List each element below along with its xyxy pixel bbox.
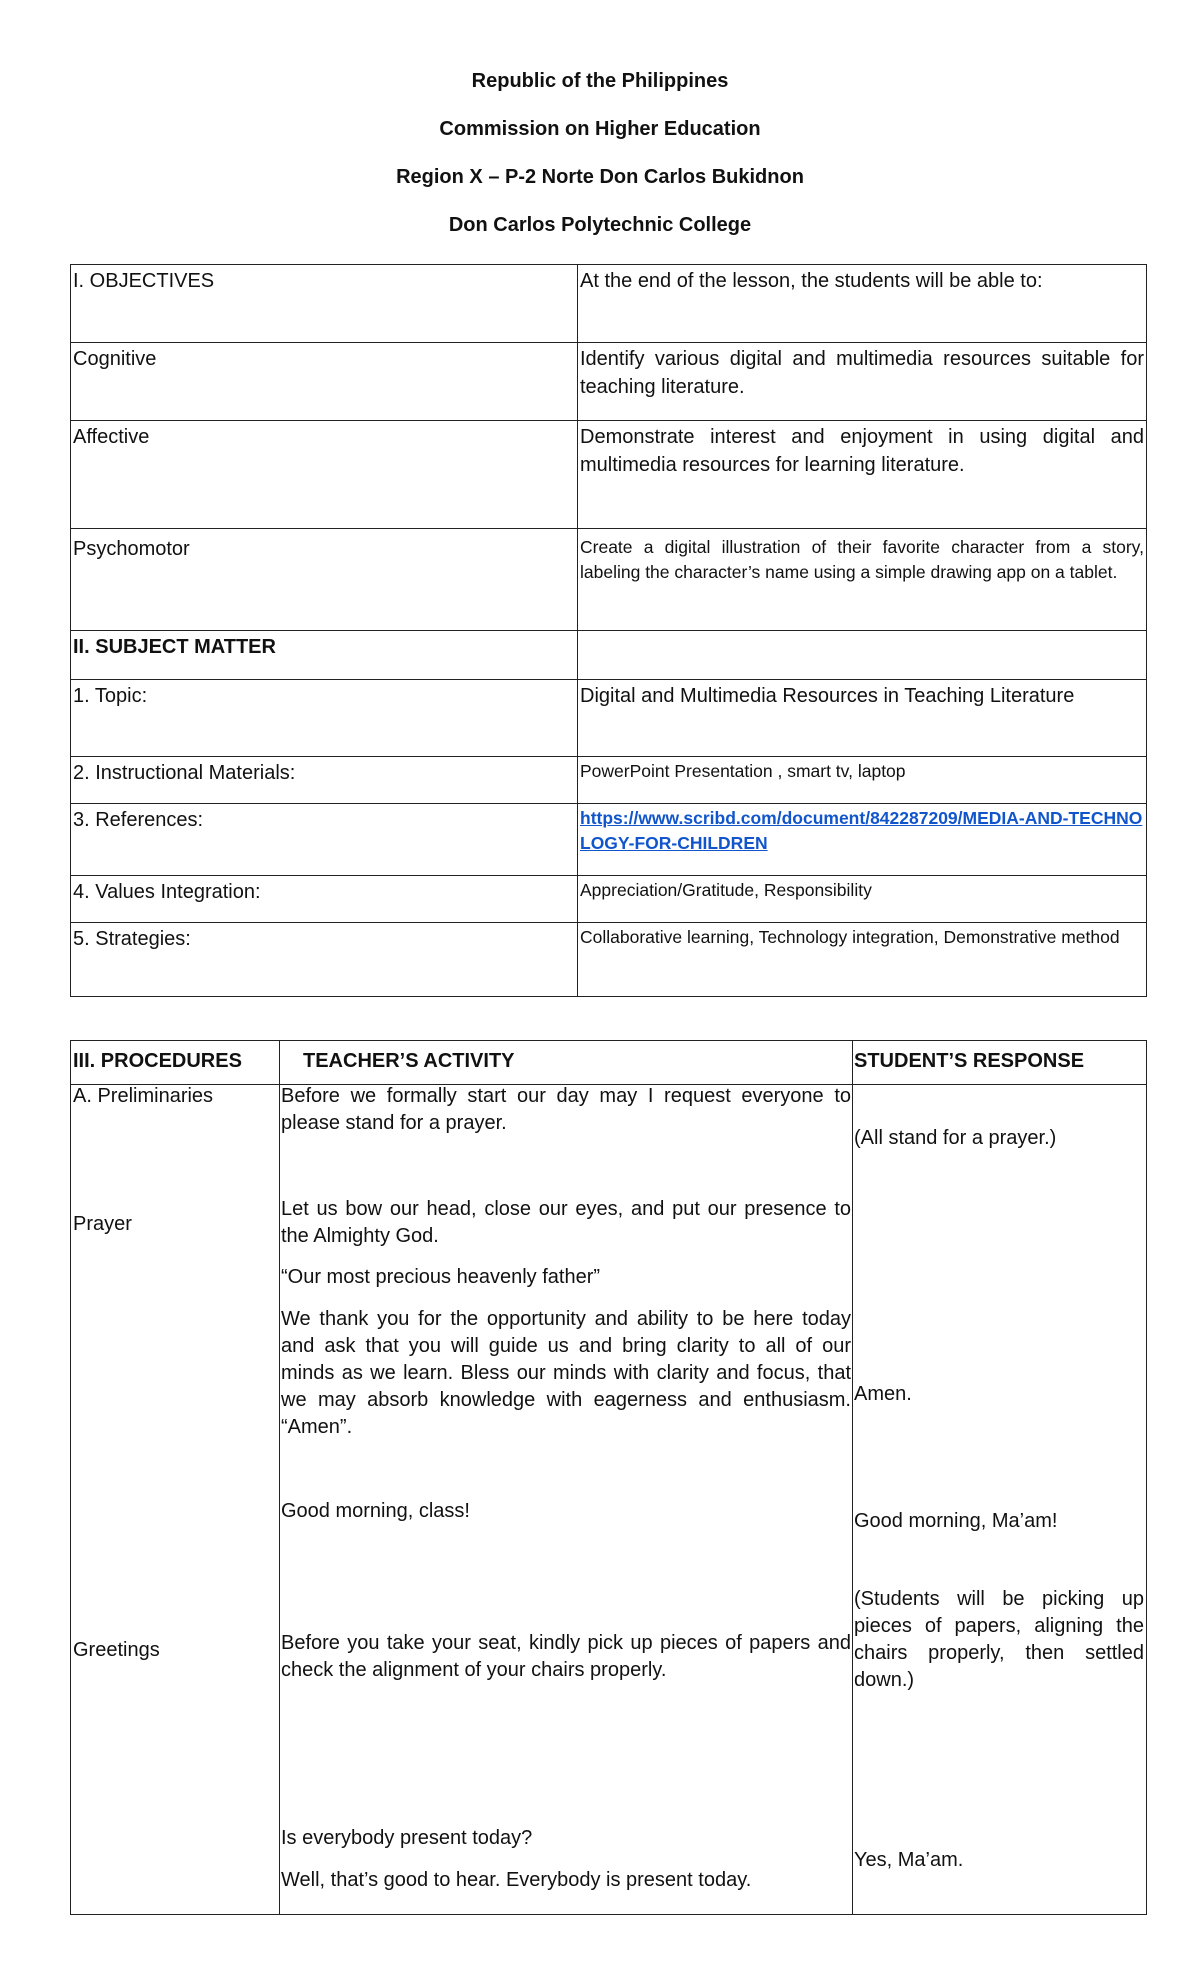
- preliminaries-label: A. Preliminaries: [73, 1085, 214, 1107]
- teacher-stand-text: Before we formally start our day may I request everyone to please stand for a prayer.: [281, 1085, 851, 1134]
- student-pick-text: (Students will be picking up pieces of papers, aligning the chairs properly, then settled down.): [854, 1588, 1144, 1691]
- materials-value: PowerPoint Presentation , smart tv, laptop: [578, 757, 1147, 804]
- table-row: [71, 804, 1147, 876]
- student-stand-text: (All stand for a prayer.): [854, 1127, 1057, 1149]
- topic-value: Digital and Multimedia Resources in Teaching Literature: [578, 680, 1147, 757]
- prayer-label: Prayer: [73, 1213, 132, 1235]
- table-row: [71, 631, 1147, 680]
- teacher-pick-text: Before you take your seat, kindly pick up pieces of papers and check the alignment of your chairs properly.: [281, 1632, 851, 1681]
- student-amen-text: Amen.: [854, 1383, 912, 1405]
- teacher-good-text: Well, that’s good to hear. Everybody is present today.: [281, 1869, 752, 1891]
- table-row: [71, 680, 1147, 757]
- teacher-morning-text: Good morning, class!: [281, 1500, 470, 1522]
- teacher-activity-header: TEACHER’S ACTIVITY: [303, 1050, 515, 1072]
- objectives-label: I. OBJECTIVES: [71, 265, 578, 343]
- topic-label: 1. Topic:: [71, 680, 578, 757]
- teacher-present-text: Is everybody present today?: [281, 1827, 533, 1849]
- student-morning-text: Good morning, Ma’am!: [854, 1510, 1058, 1532]
- references-cell: [578, 804, 1147, 876]
- objectives-intro: At the end of the lesson, the students will be able to:: [578, 265, 1147, 343]
- procedures-table: [70, 1040, 1147, 1915]
- subject-matter-empty: [578, 631, 1147, 680]
- table-row: [71, 343, 1147, 421]
- cognitive-label: Cognitive: [71, 343, 578, 421]
- table-row: [71, 421, 1147, 529]
- affective-label: Affective: [71, 421, 578, 529]
- values-label: 4. Values Integration:: [71, 876, 578, 923]
- teacher-father-text: “Our most precious heavenly father”: [281, 1266, 601, 1288]
- teacher-prayer-text: We thank you for the opportunity and ability to be here today and ask that you will guide us and bring clarity to all of our minds as we learn. Bless our minds with clarity and focus, that we may absorb knowledge with eagerness and enthusiasm. “Amen”.: [281, 1308, 851, 1438]
- header-commission: Commission on Higher Education: [439, 118, 761, 140]
- materials-label: 2. Instructional Materials:: [71, 757, 578, 804]
- strategies-value: Collaborative learning, Technology integration, Demonstrative method: [578, 923, 1147, 997]
- teacher-bow-text: Let us bow our head, close our eyes, and put our presence to the Almighty God.: [281, 1198, 851, 1247]
- references-link[interactable]: https://www.scribd.com/document/842287209/MEDIA-AND-TECHNOLOGY-FOR-CHILDREN: [580, 808, 1143, 853]
- table-row: [71, 923, 1147, 997]
- subject-matter-label: II. SUBJECT MATTER: [71, 631, 578, 680]
- header-region: Region X – P-2 Norte Don Carlos Bukidnon: [396, 166, 804, 188]
- procedures-header: III. PROCEDURES: [73, 1050, 242, 1072]
- table-row: [71, 265, 1147, 343]
- affective-text: Demonstrate interest and enjoyment in using digital and multimedia resources for learning literature.: [578, 421, 1147, 529]
- header-college: Don Carlos Polytechnic College: [448, 214, 752, 236]
- student-response-header: STUDENT’S RESPONSE: [854, 1050, 1085, 1072]
- strategies-label: 5. Strategies:: [71, 923, 578, 997]
- column-divider: [852, 1041, 853, 1914]
- table-row: [71, 529, 1147, 631]
- cognitive-text: Identify various digital and multimedia resources suitable for teaching literature.: [578, 343, 1147, 421]
- values-value: Appreciation/Gratitude, Responsibility: [578, 876, 1147, 923]
- column-divider: [279, 1041, 280, 1914]
- table-row: [71, 757, 1147, 804]
- psychomotor-text: Create a digital illustration of their favorite character from a story, labeling the character’s name using a simple drawing app on a tablet.: [578, 529, 1147, 631]
- references-label: 3. References:: [71, 804, 578, 876]
- greetings-label: Greetings: [73, 1639, 160, 1661]
- student-yes-text: Yes, Ma’am.: [854, 1849, 964, 1871]
- table-row: [71, 876, 1147, 923]
- objectives-table: [70, 264, 1147, 997]
- header-republic: Republic of the Philippines: [471, 70, 729, 92]
- psychomotor-label: Psychomotor: [71, 529, 578, 631]
